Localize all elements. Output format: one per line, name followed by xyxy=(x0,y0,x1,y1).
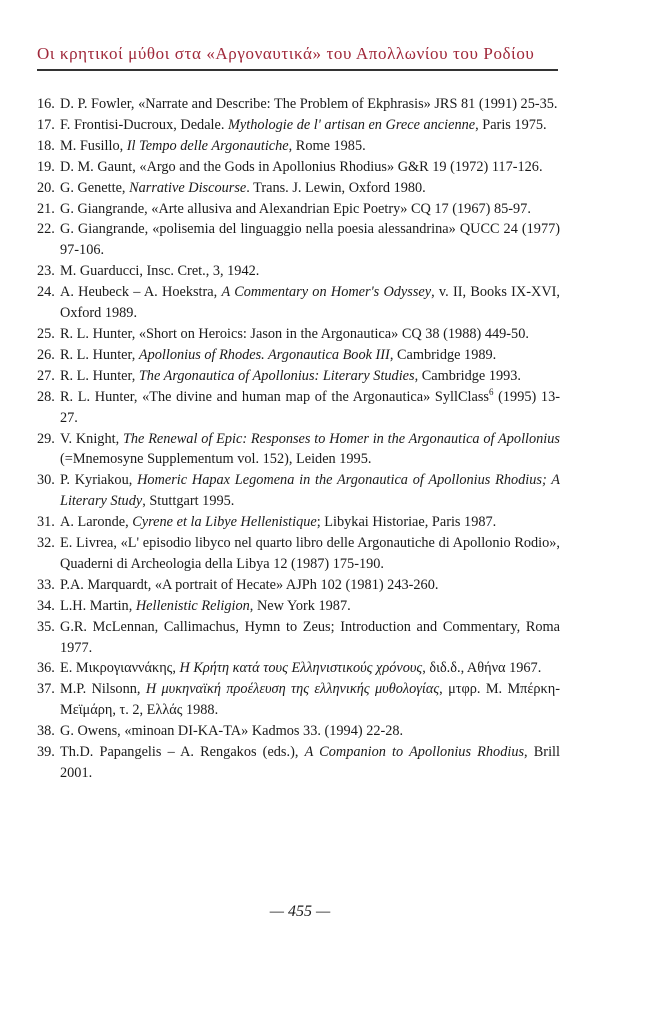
entry-title: Η μυκηναϊκή προέλευση της ελληνικής μυθολογίας xyxy=(145,681,440,698)
entry-text: , Stuttgart 1995. xyxy=(142,493,235,510)
bibliography-entry xyxy=(37,742,560,784)
entry-number: 39. xyxy=(37,744,55,761)
entry-number: 30. xyxy=(37,472,55,489)
entry-number: 37. xyxy=(37,681,55,698)
bibliography-entry xyxy=(37,512,560,533)
entry-text: , Cambridge 1993. xyxy=(414,367,522,384)
entry-number: 16. xyxy=(37,96,55,112)
entry-title: Apollonius of Rhodes. Argonautica Book III xyxy=(138,346,390,363)
entry-number: 24. xyxy=(37,284,55,301)
bibliography-entry xyxy=(37,345,560,366)
entry-text: P. Kyriakou, xyxy=(60,472,138,489)
entry-title: The Renewal of Epic: Responses to Homer in the Argonautica of Apollonius xyxy=(122,430,560,447)
bibliography-entry xyxy=(37,679,560,721)
bibliography-entry xyxy=(37,658,560,679)
entry-title: Homeric Hapax Legomena in the Argonautica of Apollonius Rhodius; A Literary Study xyxy=(60,472,560,510)
bibliography-entry xyxy=(37,282,560,324)
entry-number: 27. xyxy=(37,367,55,384)
entry-number: 18. xyxy=(37,137,55,154)
entry-text: , Paris 1975. xyxy=(475,116,547,133)
entry-number: 23. xyxy=(37,263,55,280)
bibliography-entry xyxy=(37,199,560,220)
entry-text: G. Giangrande, «Arte allusiva and Alexandrian Epic Poetry» CQ 17 (1967) 85-97. xyxy=(60,200,531,217)
entry-number: 34. xyxy=(37,597,55,614)
entry-text: , μτφρ. Μ. Μπέρκη-Μεϊμάρη, τ. 2, Ελλάς 1988. xyxy=(60,681,560,719)
entry-superscript: 6 xyxy=(488,386,494,397)
entry-text: . Trans. J. Lewin, Oxford 1980. xyxy=(246,179,426,196)
entry-title: Cyrene et la Libye Hellenistique xyxy=(132,514,317,531)
entry-text: (=Mnemosyne Supplementum vol. 152), Leiden 1995. xyxy=(60,451,372,468)
entry-text: M. Guarducci, Insc. Cret., 3, 1942. xyxy=(60,263,260,280)
entry-number: 32. xyxy=(37,535,55,552)
bibliography-entry xyxy=(37,617,560,659)
entry-number: 17. xyxy=(37,116,55,133)
entry-text: R. L. Hunter, «The divine and human map of the Argonautica» SyllClass xyxy=(60,388,489,405)
entry-number: 20. xyxy=(37,179,55,196)
bibliography-entry xyxy=(37,470,560,512)
bibliography-entry xyxy=(37,115,560,136)
page-number: — 455 — xyxy=(269,903,331,920)
entry-title: Η Κρήτη κατά τους Ελληνιστικούς χρόνους xyxy=(179,660,423,677)
entry-title: Hellenistic Religion xyxy=(135,597,250,614)
entry-number: 19. xyxy=(37,158,55,175)
entry-number: 36. xyxy=(37,660,55,677)
bibliography-entry xyxy=(37,261,560,282)
entry-text: F. Frontisi-Ducroux, Dedale. xyxy=(60,116,229,133)
entry-number: 35. xyxy=(37,618,55,635)
entry-text: Ε. Μικρογιαννάκης, xyxy=(60,660,180,677)
entry-title: A Companion to Apollonius Rhodius xyxy=(304,744,525,761)
running-header: Οι κρητικοί μύθοι στα «Αργοναυτικά» του Απολλωνίου του Ροδίου xyxy=(37,44,535,63)
entry-text: G. Giangrande, «polisemia del linguaggio nella poesia alessandrina» QUCC 24 (1977) 97-106. xyxy=(60,221,560,259)
entry-text: , v. II, Books IX-XVI, Oxford 1989. xyxy=(60,284,560,322)
entry-text: P.A. Marquardt, «A portrait of Hecate» AJPh 102 (1981) 243-260. xyxy=(60,576,439,593)
entry-text: R. L. Hunter, «Short on Heroics: Jason in the Argonautica» CQ 38 (1988) 449-50. xyxy=(60,325,529,342)
entry-text: G. Owens, «minoan DI-KA-TA» Kadmos 33. (1994) 22-28. xyxy=(60,723,404,740)
entry-text: D. P. Fowler, «Narrate and Describe: The Problem of Ekphrasis» JRS 81 (1991) 25-35. xyxy=(60,96,558,112)
entry-title: Narrative Discourse xyxy=(129,179,247,196)
bibliography-list xyxy=(37,94,560,784)
entry-number: 25. xyxy=(37,325,55,342)
bibliography-entry xyxy=(37,178,560,199)
entry-text: V. Knight, xyxy=(60,430,123,447)
entry-text: , New York 1987. xyxy=(249,597,351,614)
entry-number: 26. xyxy=(37,346,55,363)
entry-text: , Brill 2001. xyxy=(60,744,560,781)
entry-title: Il Tempo delle Argonautiche xyxy=(126,137,289,154)
entry-title: The Argonautica of Apollonius: Literary Studies xyxy=(138,367,415,384)
entry-text: A. Laronde, xyxy=(60,514,133,531)
bibliography-entry xyxy=(37,596,560,617)
entry-number: 29. xyxy=(37,430,55,447)
entry-number: 38. xyxy=(37,723,55,740)
entry-number: 31. xyxy=(37,514,55,531)
entry-text: , διδ.δ., Αθήνα 1967. xyxy=(422,660,542,677)
entry-text: L.H. Martin, xyxy=(60,597,136,614)
entry-text: E. Livrea, «L' episodio libyco nel quarto libro delle Argonautiche di Apollonio Rodio», Quaderni di Archeologia della Libya 12 (1987) 175-190. xyxy=(60,535,560,572)
bibliography-entry xyxy=(37,324,560,345)
entry-text: A. Heubeck – A. Hoekstra, xyxy=(60,284,222,301)
entry-number: 21. xyxy=(37,200,55,217)
bibliography-entry xyxy=(37,575,560,596)
entry-text: Th.D. Papangelis – A. Rengakos (eds.), xyxy=(60,744,305,761)
entry-text: , Rome 1985. xyxy=(288,137,366,154)
entry-text: ; Libykai Historiae, Paris 1987. xyxy=(316,514,497,531)
entry-text: R. L. Hunter, xyxy=(60,346,139,363)
bibliography-entry xyxy=(37,366,560,387)
bibliography-entry xyxy=(37,721,560,742)
entry-text: (1995) 13-27. xyxy=(60,388,560,426)
header-rule xyxy=(37,69,558,71)
entry-number: 28. xyxy=(37,388,55,405)
entry-text: G. Genette, xyxy=(60,179,130,196)
bibliography-entry xyxy=(37,136,560,157)
entry-text: , Cambridge 1989. xyxy=(389,346,497,363)
bibliography-entry xyxy=(37,157,560,178)
entry-number: 33. xyxy=(37,576,55,593)
bibliography-entry xyxy=(37,94,560,115)
entry-text: M. Fusillo, xyxy=(60,137,127,154)
entry-text: D. M. Gaunt, «Argo and the Gods in Apollonius Rhodius» G&R 19 (1972) 117-126. xyxy=(60,158,543,175)
entry-title: A Commentary on Homer's Odyssey xyxy=(221,284,432,301)
bibliography-entry xyxy=(37,429,560,471)
entry-title: Mythologie de l' artisan en Grece ancienne xyxy=(228,116,476,133)
entry-text: R. L. Hunter, xyxy=(60,367,139,384)
entry-text: G.R. McLennan, Callimachus, Hymn to Zeus; Introduction and Commentary, Roma 1977. xyxy=(60,618,560,656)
entry-text: M.P. Nilsonn, xyxy=(60,681,146,698)
bibliography-entry xyxy=(37,533,560,575)
bibliography-entry xyxy=(37,219,560,261)
bibliography-entry xyxy=(37,387,560,429)
entry-number: 22. xyxy=(37,221,55,238)
